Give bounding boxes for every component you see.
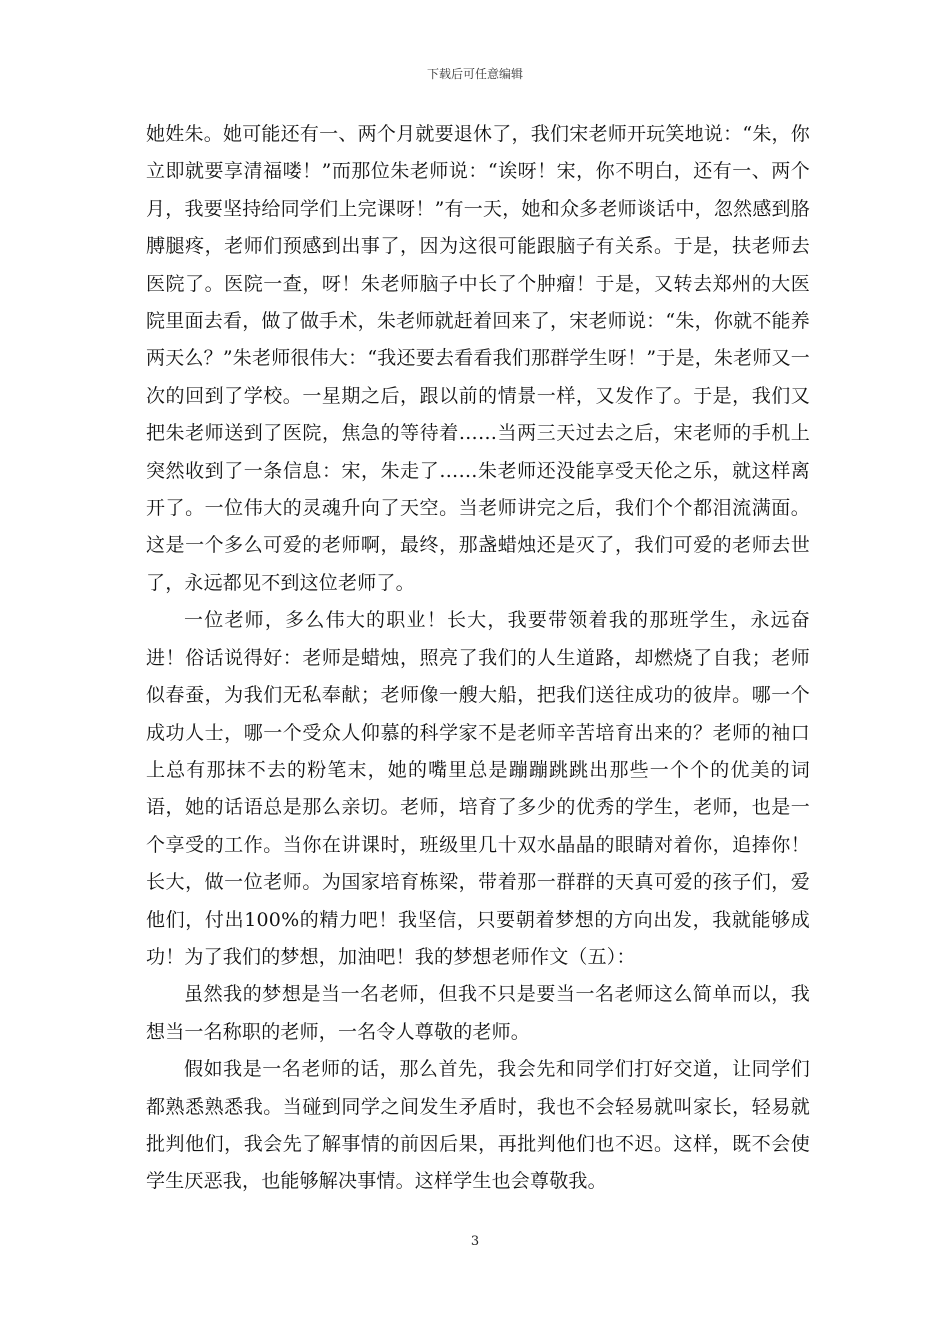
paragraph-2: 一位老师，多么伟大的职业！长大，我要带领着我的那班学生，永远奋进！俗话说得好：老师是蜡烛，照亮了我们的人生道路，却燃烧了自我；老师似春蚕，为我们无私奉献；老师像一艘大船，把我们送往成功的彼岸。哪一个成功人士，哪一个受众人仰慕的科学家不是老师辛苦培育出来的？老师的袖口上总有那抹不去的粉笔末，她的嘴里总是蹦蹦跳跳出那些一个个的优美的词语，她的话语总是那么亲切。老师，培育了多少的优秀的学生，老师，也是一个享受的工作。当你在讲课时，班级里几十双水晶晶的眼睛对着你，追捧你！长大，做一位老师。为国家培育栋梁，带着那一群群的天真可爱的孩子们，爱他们，付出100%的精力吧！我坚信，只要朝着梦想的方向出发，我就能够成功！为了我们的梦想，加油吧！我的梦想老师作文（五）：	[146, 609, 810, 968]
paragraph-4: 假如我是一名老师的话，那么首先，我会先和同学们打好交道，让同学们都熟悉熟悉我。当碰到同学之间发生矛盾时，我也不会轻易就叫家长，轻易就批判他们，我会先了解事情的前因后果，再批判他们也不迟。这样，既不会使学生厌恶我，也能够解决事情。这样学生也会尊敬我。	[146, 1058, 810, 1193]
page-number: 3	[470, 1234, 480, 1249]
paragraph-1: 她姓朱。她可能还有一、两个月就要退休了，我们宋老师开玩笑地说：“朱，你立即就要享清福喽！”而那位朱老师说：“诶呀！宋，你不明白，还有一、两个月，我要坚持给同学们上完课呀！”有一天，她和众多老师谈话中，忽然感到胳膊腿疼，老师们预感到出事了，因为这很可能跟脑子有关系。于是，扶老师去医院了。医院一查，呀！朱老师脑子中长了个肿瘤！于是，又转去郑州的大医院里面去看，做了做手术，朱老师就赶着回来了，宋老师说：“朱，你就不能养两天么？”朱老师很伟大：“我还要去看看我们那群学生呀！”于是，朱老师又一次的回到了学校。一星期之后，跟以前的情景一样，又发作了。于是，我们又把朱老师送到了医院，焦急的等待着……当两三天过去之后，宋老师的手机上突然收到了一条信息：宋，朱走了……朱老师还没能享受天伦之乐，就这样离开了。一位伟大的灵魂升向了天空。当老师讲完之后，我们个个都泪流满面。这是一个多么可爱的老师啊，最终，那盏蜡烛还是灭了，我们可爱的老师去世了，永远都见不到这位老师了。	[146, 123, 810, 594]
paragraph-3: 虽然我的梦想是当一名老师，但我不只是要当一名老师这么简单而以，我想当一名称职的老师，一名令人尊敬的老师。	[146, 983, 810, 1043]
document-body	[146, 116, 810, 1201]
page-header: 下载后可任意编辑	[426, 67, 523, 81]
